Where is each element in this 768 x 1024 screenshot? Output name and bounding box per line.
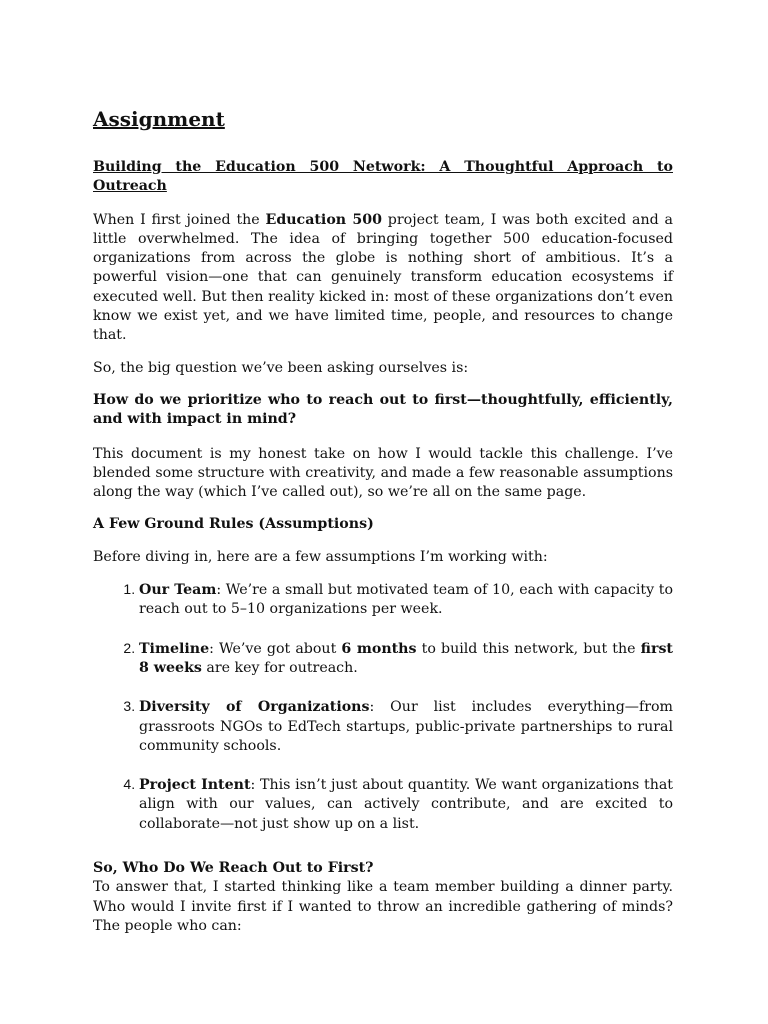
- first-outreach-section: [93, 859, 673, 936]
- list-item-emphasis: first 8 weeks: [139, 640, 673, 676]
- list-item-text: are key for outreach.: [201, 659, 358, 676]
- list-item: [139, 639, 673, 679]
- assumptions-list: [93, 580, 673, 834]
- list-item-text: : We’ve got about: [209, 640, 342, 657]
- approach-paragraph: This document is my honest take on how I would tackle this challenge. I’ve blended some structure with creativity, and made a few reasonable assumptions along the way (which I’ve called out), so we’re all on the same page.: [93, 445, 673, 501]
- list-item-text: to build this network, but the: [416, 640, 641, 657]
- lead-question-paragraph: So, the big question we’ve been asking ourselves is:: [93, 359, 469, 376]
- list-item-emphasis: 6 months: [341, 640, 417, 657]
- first-outreach-heading: So, Who Do We Reach Out to First?: [93, 860, 374, 877]
- document-title: Assignment: [93, 107, 225, 131]
- list-item: [139, 697, 673, 756]
- list-item-text: : We’re a small but motivated team of 10, each with capacity to reach out to 5–10 organizations per week.: [139, 582, 673, 618]
- list-item: [139, 580, 673, 620]
- key-question: How do we prioritize who to reach out to first—thoughtfully, efficiently, and with impact in mind?: [93, 391, 673, 428]
- intro-text-start: When I first joined the: [93, 211, 266, 228]
- list-item-label: Timeline: [139, 640, 210, 657]
- intro-text-end: project team, I was both excited and a little overwhelmed. The idea of bringing together 500 education-focused organizations from across the globe is nothing short of ambitious. It’s a powerful vision—one that can genuinely transform education ecosystems if executed well. But then reality kicked in: most of these organizations don’t even know we exist yet, and we have limited time, people, and resources to change that.: [93, 211, 674, 344]
- list-item-text: : This isn’t just about quantity. We want organizations that align with our values, can actively contribute, and are excited to collaborate—not just show up on a list.: [139, 777, 673, 832]
- document-subtitle: Building the Education 500 Network: A Thoughtful Approach to Outreach: [93, 159, 673, 195]
- intro-project-name: Education 500: [265, 211, 382, 228]
- first-outreach-paragraph: To answer that, I started thinking like a team member building a dinner party. Who would I invite first if I wanted to throw an incredible gathering of minds? The people who can:: [93, 879, 673, 934]
- ground-rules-heading: A Few Ground Rules (Assumptions): [93, 516, 374, 533]
- list-item: [139, 775, 673, 834]
- list-item-text: : Our list includes everything—from grassroots NGOs to EdTech startups, public-private partnerships to rural community schools.: [139, 699, 673, 754]
- ground-rules-intro: Before diving in, here are a few assumptions I’m working with:: [93, 548, 548, 565]
- list-item-label: Project Intent: [139, 777, 251, 794]
- list-item-label: Diversity of Organizations: [139, 699, 370, 716]
- document-page: [93, 104, 673, 949]
- list-item-label: Our Team: [139, 582, 217, 599]
- intro-paragraph: [93, 211, 673, 346]
